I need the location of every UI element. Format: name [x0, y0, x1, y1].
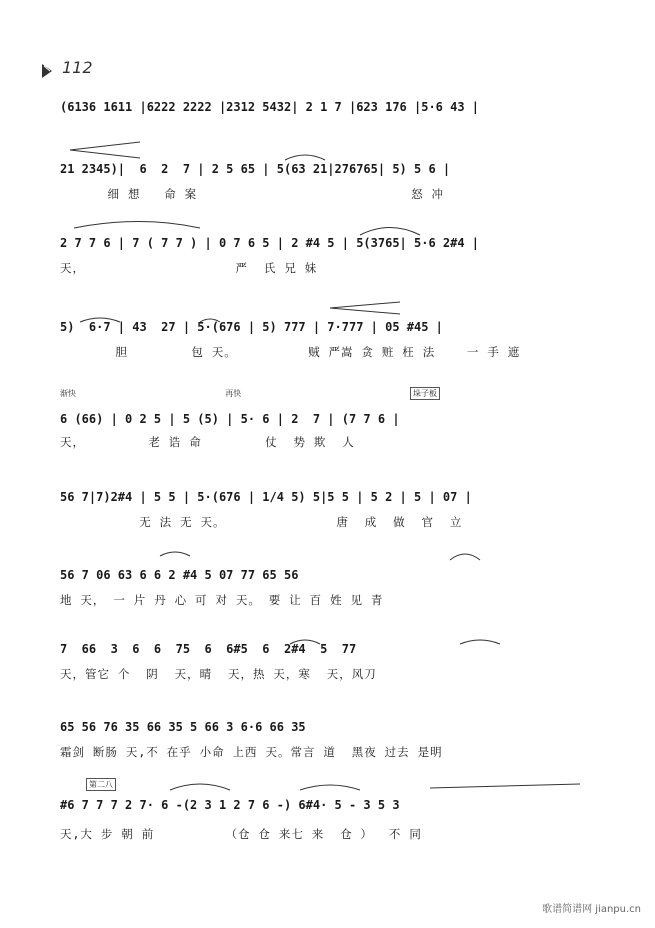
lyrics-line: 地 天， 一 片 丹 心 可 对 天。 要 让 百 姓 见 青 — [60, 593, 384, 607]
lyrics-line: 天，管它 个 阴 天，晴 天，热 天，寒 天，风刀 — [60, 667, 377, 681]
notes-line: 2 7 7 6 | 7 ( 7 7 ) | 0 7 6 5 | 2 #4 5 | 5(3765| 5·6 2#4 | — [60, 236, 480, 250]
tempo-marking-line: 渐快 再快 — [60, 389, 242, 398]
notes-line: 5) 6·7 | 43 27 | 5·(676 | 5) 777 | 7·777 | 05 #45 | — [60, 320, 443, 334]
notes-line: 21 2345)| 6 2 7 | 2 5 65 | 5(63 21|276765| 5) 5 6 | — [60, 162, 451, 176]
page-number: 112 — [62, 58, 93, 77]
lyrics-line: 天， 严 氏 兄 妹 — [60, 261, 318, 275]
lyrics-line: 细 想 命 案 怒 冲 — [60, 187, 445, 201]
notes-line: 6 (66) | 0 2 5 | 5 (5) | 5· 6 | 2 7 | (7 7 6 | — [60, 412, 400, 426]
notes-line: 7 66 3 6 6 75 6 6#5 6 2#4 5 77 — [60, 642, 357, 656]
notes-line: 65 56 76 35 66 35 5 66 3 6·6 66 35 — [60, 720, 306, 734]
lyrics-line: 霜剑 断肠 天,不 在乎 小命 上西 天。常言 道 黑夜 过去 是明 — [60, 745, 443, 759]
notes-line: (6136 1611 |6222 2222 |2312 5432| 2 1 7 |623 176 |5·6 43 | — [60, 100, 480, 114]
notes-line: #6 7 7 7 2 7· 6 -(2 3 1 2 7 6 -) 6#4· 5 - 3 5 3 — [60, 798, 400, 812]
watermark: 歌谱简谱网 jianpu.cn — [542, 904, 641, 915]
lyrics-line: 胆 包 天。 贼 严嵩 贪 赃 枉 法 一 手 遮 — [60, 345, 521, 359]
section-label: 垛子板 — [410, 387, 440, 400]
notes-line: 56 7 06 63 6 6 2 #4 5 07 77 65 56 — [60, 568, 299, 582]
section-label: 第二八 — [86, 778, 116, 791]
lyrics-line: 天,大 步 朝 前 （仓 仓 来七 来 仓 ） 不 同 — [60, 827, 422, 841]
lyrics-line: 无 法 无 天。 唐 成 做 官 立 — [60, 515, 463, 529]
lyrics-line: 天， 老 诰 命 仗 势 欺 人 — [60, 435, 355, 449]
notes-line: 56 7|7)2#4 | 5 5 | 5·(676 | 1/4 5) 5|5 5 | 5 2 | 5 | 07 | — [60, 490, 472, 504]
